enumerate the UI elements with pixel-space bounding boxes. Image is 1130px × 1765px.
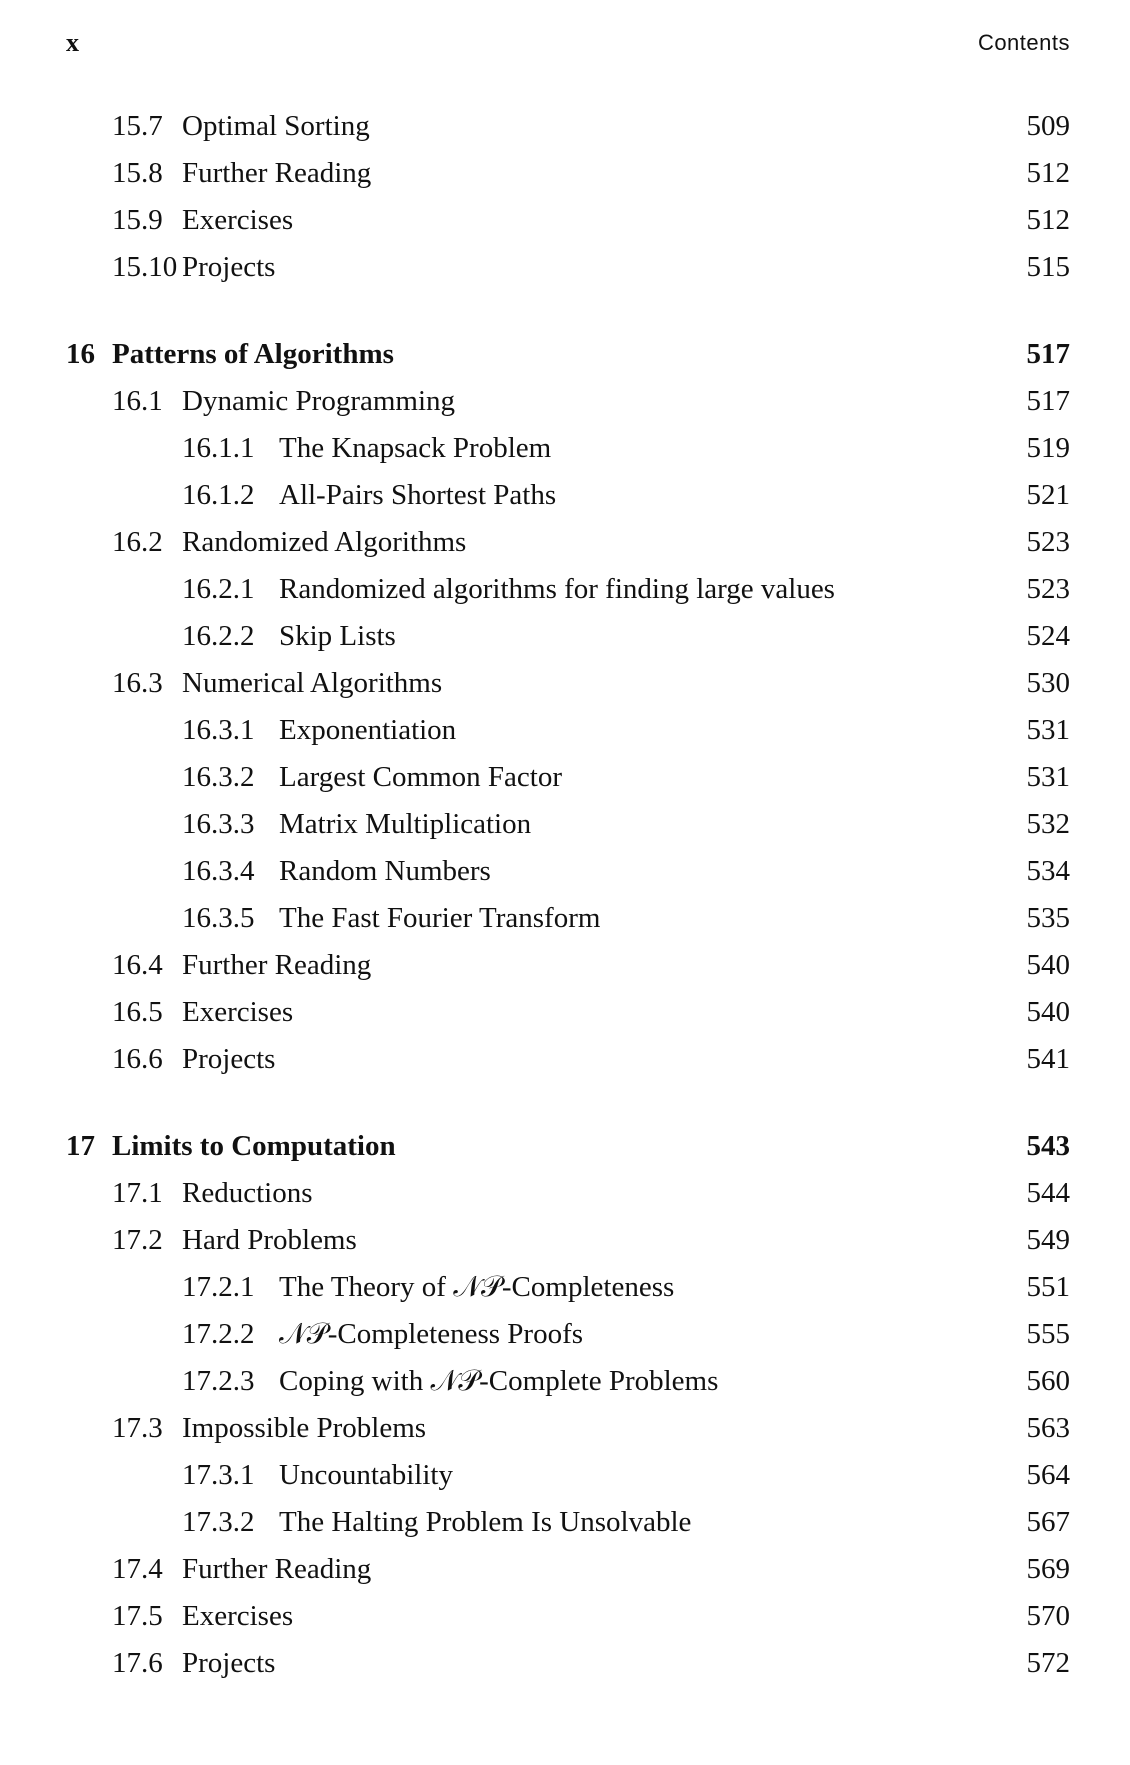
toc-entry-title: Reductions (182, 1177, 313, 1209)
toc-entry-number: 17.4 (112, 1553, 163, 1585)
toc-subsection-entry[interactable] (66, 1264, 1070, 1311)
toc-entry-number: 16.2 (112, 526, 163, 558)
toc-section-entry[interactable] (66, 378, 1070, 425)
toc-entry-title: Projects (182, 1647, 276, 1679)
toc-subsection-entry[interactable] (66, 754, 1070, 801)
toc-entry-title: 𝒩𝒫-Completeness Proofs (279, 1318, 584, 1350)
toc-entry-number: 17.6 (112, 1647, 163, 1679)
toc-entry-page: 534 (1026, 855, 1070, 887)
toc-entry-title: Uncountability (279, 1459, 453, 1491)
toc-entry-page: 560 (1026, 1365, 1070, 1397)
toc-chapter-entry[interactable] (66, 1123, 1070, 1170)
toc-entry-number: 15.8 (112, 157, 163, 189)
toc-entry-number: 15.9 (112, 204, 163, 236)
toc-entry-page: 555 (1026, 1318, 1070, 1350)
toc-entry-title: The Halting Problem Is Unsolvable (279, 1506, 692, 1538)
toc-entry-number: 16 (66, 338, 95, 370)
toc-section-entry[interactable] (66, 244, 1070, 291)
toc-entry-page: 531 (1026, 761, 1070, 793)
toc-entry-page: 564 (1026, 1459, 1070, 1491)
toc-entry-number: 16.2.2 (182, 620, 255, 652)
toc-section-entry[interactable] (66, 1640, 1070, 1687)
toc-entry-page: 563 (1026, 1412, 1070, 1444)
toc-entry-page: 569 (1026, 1553, 1070, 1585)
toc-section-entry[interactable] (66, 1036, 1070, 1083)
toc-entry-number: 16.3.1 (182, 714, 255, 746)
toc-entry-page: 567 (1026, 1506, 1070, 1538)
toc-entry-page: 530 (1026, 667, 1070, 699)
toc-entry-page: 540 (1026, 949, 1070, 981)
toc-subsection-entry[interactable] (66, 1452, 1070, 1499)
toc-entry-page: 512 (1026, 204, 1070, 236)
toc-entry-page: 523 (1026, 526, 1070, 558)
toc-subsection-entry[interactable] (66, 566, 1070, 613)
toc-entry-title: Randomized algorithms for finding large values (279, 573, 835, 605)
toc-entry-page: 521 (1026, 479, 1070, 511)
toc-section-entry[interactable] (66, 197, 1070, 244)
toc-entry-title: Exercises (182, 1600, 294, 1632)
toc-entry-page: 524 (1026, 620, 1070, 652)
toc-entry-title: Optimal Sorting (182, 110, 370, 142)
toc-entry-page: 535 (1026, 902, 1070, 934)
toc-entry-title: Limits to Computation (112, 1130, 396, 1162)
toc-entry-title: Numerical Algorithms (182, 667, 443, 699)
toc-entry-page: 549 (1026, 1224, 1070, 1256)
toc-entry-page: 512 (1026, 157, 1070, 189)
toc-entry-number: 16.6 (112, 1043, 163, 1075)
toc-subsection-entry[interactable] (66, 1358, 1070, 1405)
toc-entry-title: Exercises (182, 204, 294, 236)
toc-entry-title: Further Reading (182, 949, 372, 981)
toc-subsection-entry[interactable] (66, 848, 1070, 895)
toc-entry-title: Exercises (182, 996, 294, 1028)
toc-section-entry[interactable] (66, 989, 1070, 1036)
toc-section-entry[interactable] (66, 150, 1070, 197)
toc-entry-title: Hard Problems (182, 1224, 357, 1256)
toc-entry-number: 15.7 (112, 110, 163, 142)
toc-entry-title: Projects (182, 1043, 276, 1075)
toc-entry-number: 16.3.3 (182, 808, 255, 840)
toc-entry-number: 16.3.2 (182, 761, 255, 793)
table-of-contents (66, 103, 1070, 1687)
toc-section-entry[interactable] (66, 1593, 1070, 1640)
toc-subsection-entry[interactable] (66, 1499, 1070, 1546)
toc-entry-number: 17.3 (112, 1412, 163, 1444)
toc-entry-title: Largest Common Factor (279, 761, 562, 793)
toc-entry-page: 541 (1026, 1043, 1070, 1075)
toc-entry-page: 551 (1026, 1271, 1070, 1303)
toc-entry-title: Projects (182, 251, 276, 283)
toc-entry-page: 531 (1026, 714, 1070, 746)
toc-entry-number: 16.3 (112, 667, 163, 699)
chapter-gap (66, 291, 1070, 331)
toc-entry-page: 540 (1026, 996, 1070, 1028)
toc-entry-page: 532 (1026, 808, 1070, 840)
running-title: Contents (977, 30, 1070, 55)
toc-entry-number: 16.5 (112, 996, 163, 1028)
toc-subsection-entry[interactable] (66, 472, 1070, 519)
toc-entry-number: 16.1.1 (182, 432, 255, 464)
toc-entry-number: 17.2.2 (182, 1318, 255, 1350)
toc-subsection-entry[interactable] (66, 801, 1070, 848)
toc-entry-number: 17.2 (112, 1224, 163, 1256)
toc-entry-page: 543 (1026, 1130, 1070, 1162)
toc-section-entry[interactable] (66, 1546, 1070, 1593)
toc-entry-number: 16.1 (112, 385, 163, 417)
toc-entry-number: 17.5 (112, 1600, 163, 1632)
toc-entry-title: Coping with 𝒩𝒫-Complete Problems (279, 1365, 719, 1397)
toc-entry-number: 15.10 (112, 251, 178, 283)
toc-entry-title: Further Reading (182, 1553, 372, 1585)
toc-entry-title: The Fast Fourier Transform (279, 902, 601, 934)
chapter-gap (66, 1083, 1070, 1123)
toc-entry-page: 519 (1026, 432, 1070, 464)
toc-entry-title: The Knapsack Problem (279, 432, 552, 464)
toc-entry-page: 517 (1026, 385, 1070, 417)
toc-section-entry[interactable] (66, 103, 1070, 150)
toc-subsection-entry[interactable] (66, 613, 1070, 660)
toc-entry-number: 17.3.2 (182, 1506, 255, 1538)
toc-section-entry[interactable] (66, 1405, 1070, 1452)
toc-entry-number: 17.1 (112, 1177, 163, 1209)
toc-entry-number: 17.3.1 (182, 1459, 255, 1491)
toc-entry-title: Impossible Problems (182, 1412, 427, 1444)
toc-entry-page: 515 (1026, 251, 1070, 283)
toc-entry-number: 17.2.3 (182, 1365, 255, 1397)
toc-entry-title: Matrix Multiplication (279, 808, 532, 840)
toc-section-entry[interactable] (66, 660, 1070, 707)
toc-entry-page: 544 (1026, 1177, 1070, 1209)
toc-subsection-entry[interactable] (66, 707, 1070, 754)
page-number: x (66, 28, 79, 57)
toc-entry-number: 16.1.2 (182, 479, 255, 511)
toc-entry-number: 17.2.1 (182, 1271, 255, 1303)
toc-entry-number: 16.3.5 (182, 902, 255, 934)
toc-entry-title: Random Numbers (279, 855, 491, 887)
page-header (66, 28, 1070, 60)
toc-entry-title: Randomized Algorithms (182, 526, 467, 558)
toc-section-entry[interactable] (66, 519, 1070, 566)
toc-entry-page: 523 (1026, 573, 1070, 605)
toc-subsection-entry[interactable] (66, 425, 1070, 472)
toc-entry-page: 517 (1026, 338, 1070, 370)
toc-entry-title: Skip Lists (279, 620, 396, 652)
toc-section-entry[interactable] (66, 1217, 1070, 1264)
toc-chapter-entry[interactable] (66, 331, 1070, 378)
toc-entry-title: Exponentiation (279, 714, 457, 746)
toc-entry-title: Further Reading (182, 157, 372, 189)
toc-section-entry[interactable] (66, 1170, 1070, 1217)
toc-subsection-entry[interactable] (66, 895, 1070, 942)
toc-entry-page: 509 (1026, 110, 1070, 142)
toc-entry-title: The Theory of 𝒩𝒫-Completeness (279, 1271, 675, 1303)
toc-entry-title: All-Pairs Shortest Paths (279, 479, 557, 511)
toc-entry-number: 17 (66, 1130, 95, 1162)
toc-subsection-entry[interactable] (66, 1311, 1070, 1358)
toc-entry-page: 570 (1026, 1600, 1070, 1632)
toc-entry-page: 572 (1026, 1647, 1070, 1679)
toc-entry-title: Patterns of Algorithms (112, 338, 394, 370)
toc-entry-number: 16.2.1 (182, 573, 255, 605)
toc-entry-title: Dynamic Programming (182, 385, 456, 417)
toc-entry-number: 16.3.4 (182, 855, 255, 887)
toc-section-entry[interactable] (66, 942, 1070, 989)
toc-entry-number: 16.4 (112, 949, 163, 981)
